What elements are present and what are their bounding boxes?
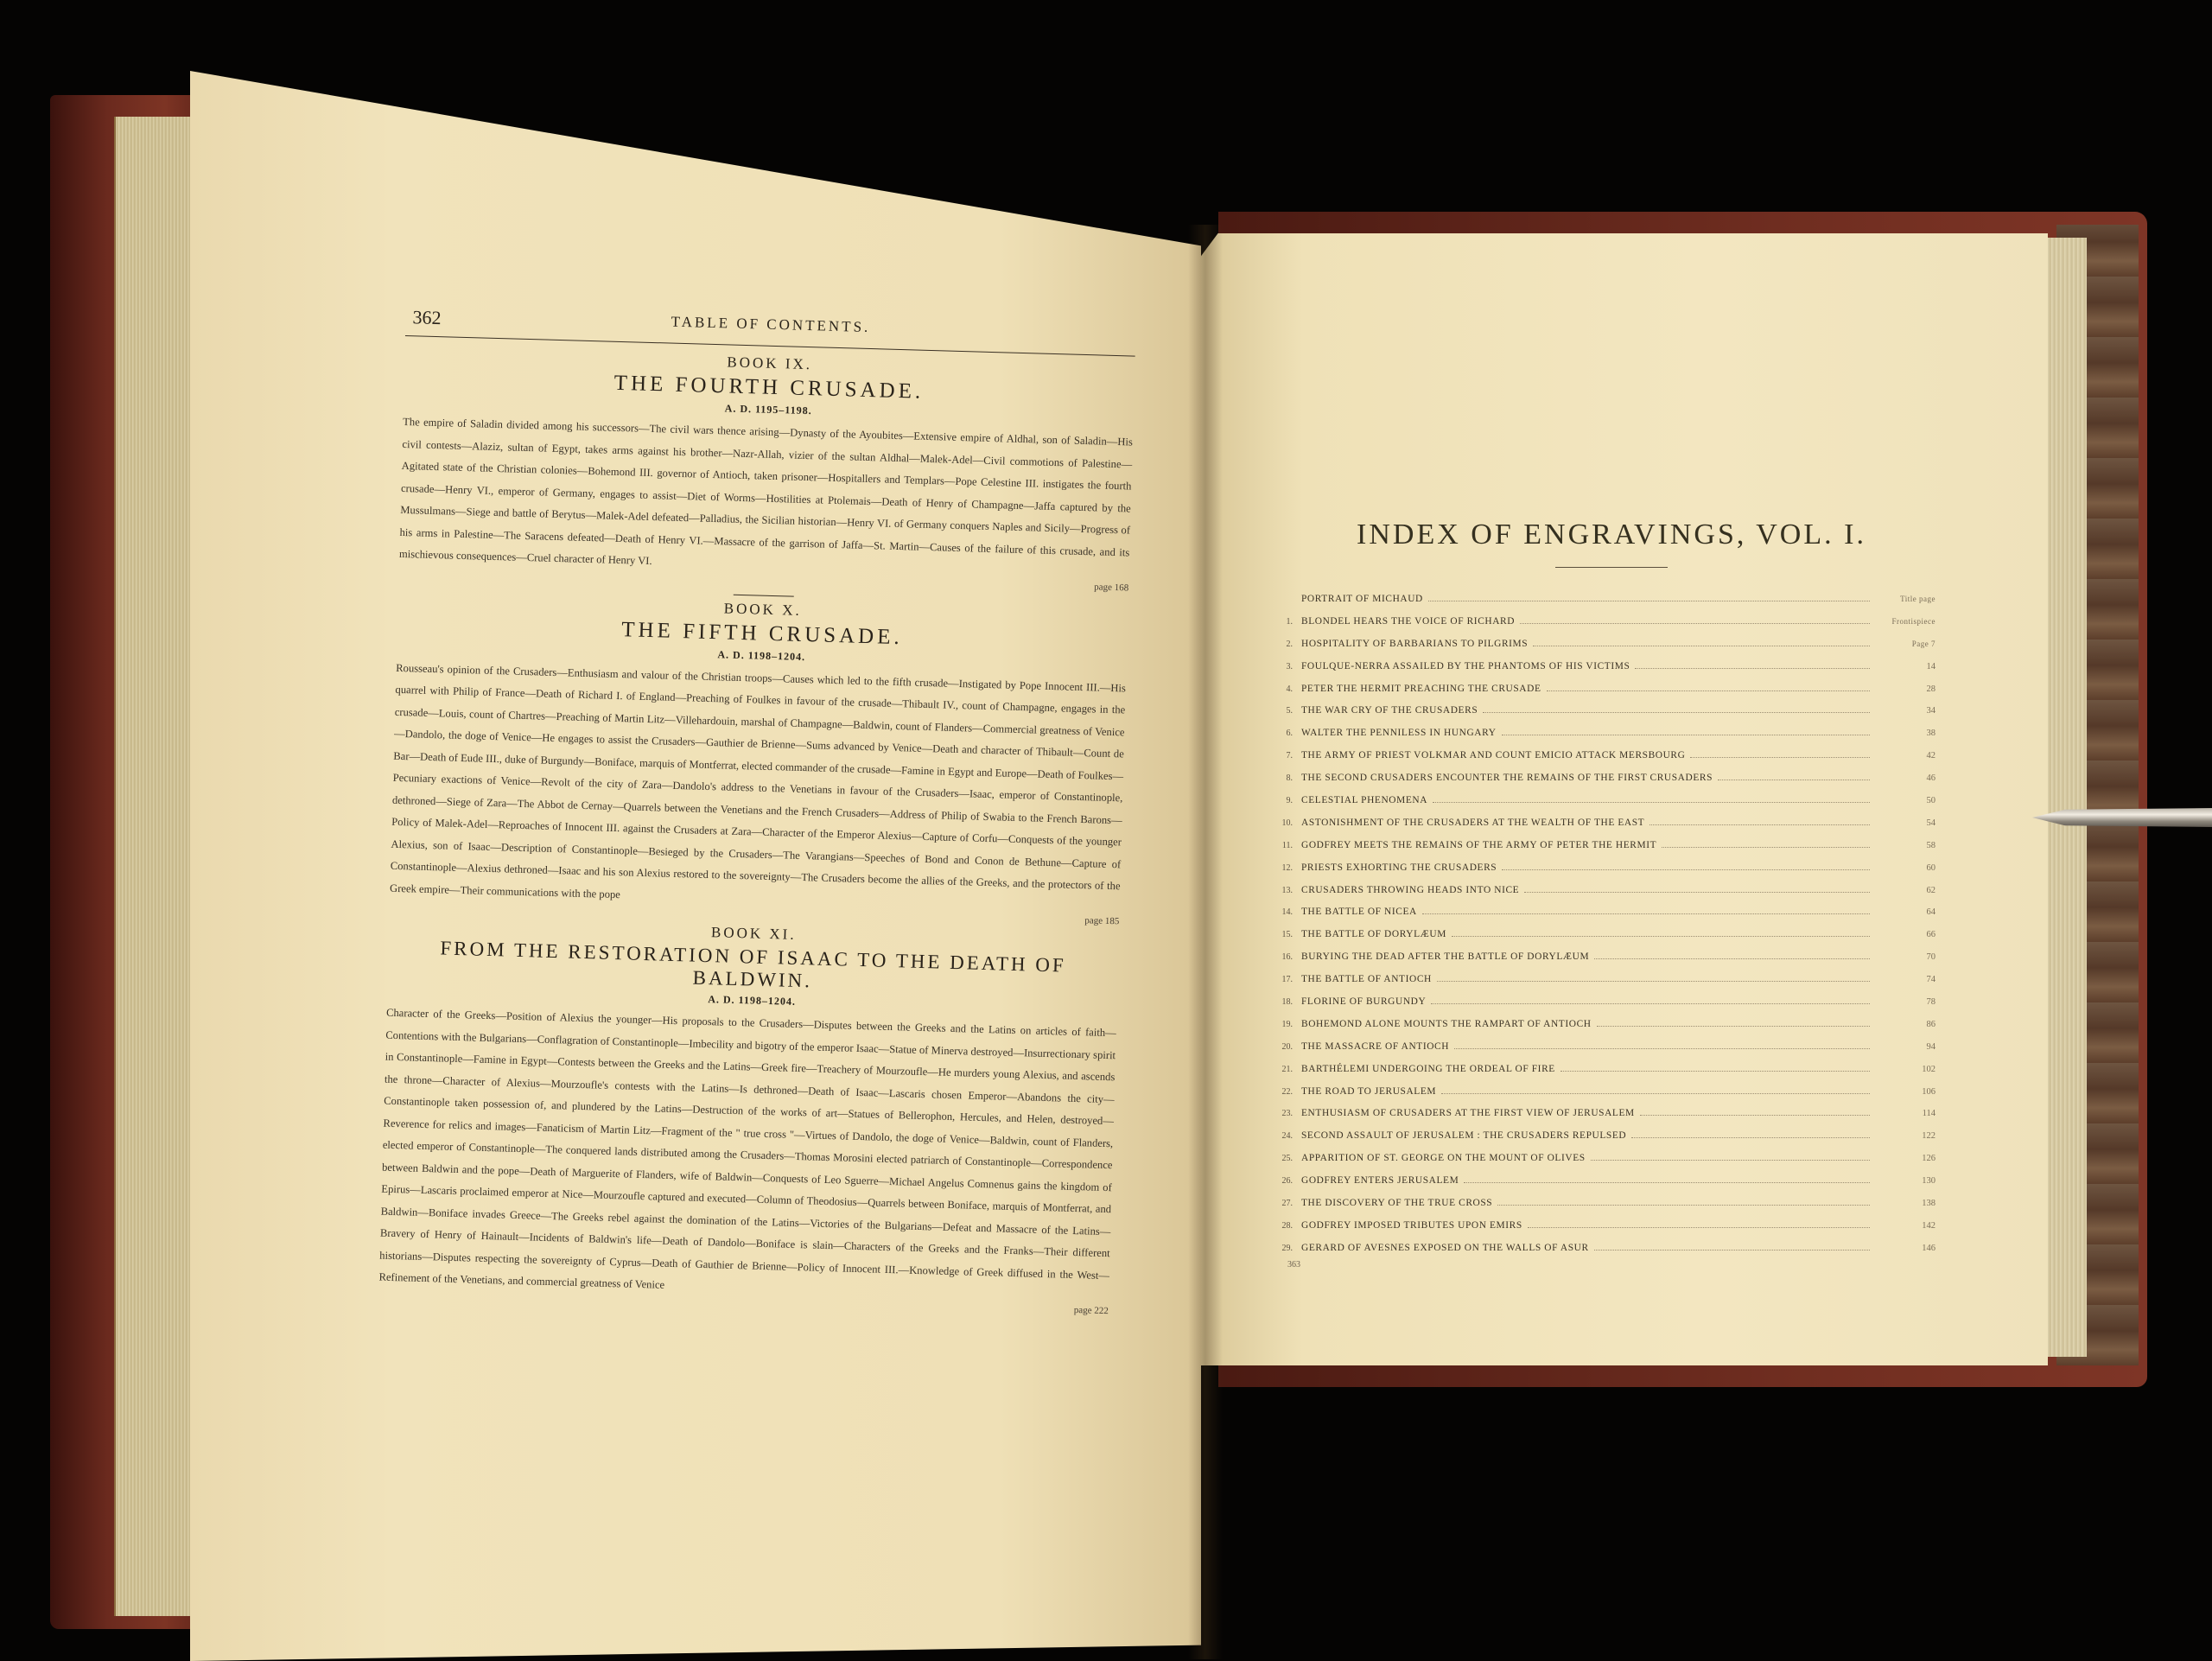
entry-page: 60 (1926, 862, 1936, 873)
entry-number: 29. (1281, 1243, 1293, 1253)
entry-page: 78 (1926, 997, 1936, 1008)
list-item (1287, 594, 1936, 616)
entry-number: 12. (1281, 862, 1293, 873)
entry-page: Frontispiece (1891, 616, 1936, 626)
list-item (1287, 728, 1936, 750)
book-summary: Rousseau's opinion of the Crusaders—Enthusiasm and valour of the Christian troops—Causes which led to the fifth crusade—Instigated by Pope Innocent III.—His quarrel with Philip of France—Death of Richard I. of England—Preaching of Foulkes in favour of the crusade—Thibault IV., count of Champagne, engages in the crusade—Louis, count of Chartres—Preaching of Martin Litz—Villehardouin, marshal of Champagne—Baldwin, count of Flanders—Commercial greatness of Venice—Dandolo, the doge of Venice—He engages to assist the Crusaders—Gauthier de Brienne—Sums advanced by Venice—Death and character of Thibault—Count de Bar—Death of Eude III., duke of Burgundy—Boniface, marquis of Montferrat, elected commander of the crusade—Famine in Egypt and Europe—Death of Foulkes—Pecuniary exactions of Venice—Revolt of the city of Zara—Dandolo's address to the Venetians in favour of the Crusaders—Isaac, emperor of Constantinople, dethroned—Siege of Zara—The Abbot de Cernay—Quarrels between the Venetians and the French Crusaders—Address of Philip of Swabia to the French Barons—Policy of Malek-Adel—Reproaches of Innocent III. against the Crusaders at Zara—Character of the Emperor Alexius—Capture of Corfu—Conquests of the younger Alexius, son of Isaac—Description of Constantinople—Besieged by the Crusaders—The Varangians—Speeches of Bond and Conon de Bethune—Capture of Constantinople—Alexius dethroned—Isaac and his son Alexius restored to the sovereignty—The Crusaders become the allies of the Greeks, and the protectors of the Greek empire—Their communications with the pope (389, 661, 1127, 901)
folio-number: 363 (1287, 1259, 1300, 1270)
list-item (1281, 1018, 1936, 1041)
entry-title: PORTRAIT OF MICHAUD (1301, 594, 1423, 604)
list-item (1287, 705, 1936, 728)
entry-title: WALTER THE PENNILESS IN HUNGARY (1301, 728, 1497, 739)
entry-title: BLONDEL HEARS THE VOICE OF RICHARD (1301, 615, 1516, 627)
entry-page: 138 (1922, 1199, 1936, 1209)
dot-leader (1437, 981, 1870, 982)
entry-title: BARTHÉLEMI UNDERGOING THE ORDEAL OF FIRE (1301, 1063, 1555, 1074)
list-item (1281, 1085, 1936, 1109)
entry-title: CELESTIAL PHENOMENA (1301, 795, 1428, 806)
list-item (1281, 951, 1936, 974)
entry-title: GERARD OF AVESNES EXPOSED ON THE WALLS OF ASUR (1301, 1242, 1589, 1253)
list-item (1287, 639, 1936, 661)
entry-title: THE BATTLE OF NICEA (1301, 907, 1417, 918)
entry-number: 8. (1286, 773, 1293, 784)
book-label: BOOK X. (723, 599, 803, 619)
list-item (1287, 684, 1936, 706)
dot-leader (1524, 892, 1870, 893)
book-label: BOOK XI. (710, 924, 797, 943)
entry-page: 126 (1922, 1154, 1936, 1164)
entry-number: 9. (1286, 796, 1293, 806)
entry-page: 94 (1926, 1041, 1936, 1052)
entry-title: GODFREY MEETS THE REMAINS OF THE ARMY OF PETER THE HERMIT (1301, 839, 1657, 850)
book-summary: The empire of Saladin divided among his successors—The civil wars thence arising—Dynasty of the Ayoubites—Extensive empire of Aldhal, son of Saladin—His civil contests—Alaziz, sultan of Egypt, takes arms against his brother—Nazr-Allah, vizier of the sultan Aldhal—Malek-Adel—Civil commotions of Palestine—Agitated state of the Christian colonies—Bohemond III. governor of Antioch, taken prisoner—Hospitallers and Templars—Pope Celestine III. instigates the fourth crusade—Henry VI., emperor of Germany, engages to assist—Diet of Worms—Hostilities at Ptolemais—Death of Henry of Champagne—Jaffa captured by the Mussulmans—Siege and battle of Berytus—Malek-Adel defeated—Palladius, the Sicilian historian—Henry VI. of Germany conquers Naples and Sicily—Progress of his arms in Palestine—The Saracens defeated—Death of Henry VI.—Massacre of the garrison of Jaffa—St. Martin—Causes of the failure of this crusade, and its mischievous consequences—Cruel character of Henry VI. (398, 415, 1134, 568)
entry-title: BURYING THE DEAD AFTER THE BATTLE OF DORYLÆUM (1301, 951, 1590, 963)
entry-number: 22. (1281, 1086, 1293, 1097)
dot-leader (1464, 1182, 1870, 1183)
toc-heading: TABLE OF CONTENTS. (671, 313, 871, 336)
entry-title: CRUSADERS THROWING HEADS INTO NICE (1301, 884, 1520, 895)
list-item (1281, 1041, 1936, 1064)
dot-leader (1594, 1250, 1870, 1251)
entry-number: 2. (1286, 639, 1293, 649)
entry-title: THE DISCOVERY OF THE TRUE CROSS (1301, 1198, 1493, 1209)
entry-number: 14. (1281, 907, 1293, 918)
dot-leader (1662, 847, 1870, 848)
entry-page: 28 (1926, 684, 1936, 694)
list-item (1287, 773, 1936, 795)
entry-title: ENTHUSIASM OF CRUSADERS AT THE FIRST VIEW OF JERUSALEM (1301, 1108, 1635, 1119)
entry-number: 19. (1281, 1019, 1293, 1029)
book-summary: Character of the Greeks—Position of Alexius the younger—His proposals to the Crusaders—Disputes between the Greeks and the Latins on articles of faith—Contentions with the Bulgarians—Conflagration of Constantinople—Imbecility and bigotry of the emperor Isaac—Statue of Minerva destroyed—Insurrectionary spirit in Constantinople—Famine in Egypt—Contests between the Greeks and the Latins—Greek fire—Treachery of Mourzoufle—He murders young Alexius, and ascends the throne—Character of Alexius—Mourzoufle's contests with the Latins—Is dethroned—Death of Isaac—Lascaris chosen Emperor—Abandons the city—Constantinople taken possession of, and plundered by the Latins—Destruction of the works of art—Statues of Bellerophon, Hercules, and Helen, destroyed—Reverence for relics and images—Fanaticism of Martin Litz—Fragment of the " true cross "—Virtues of Dandolo, the doge of Venice—Baldwin, count of Flanders, elected emperor of Constantinople—The conquered lands distributed among the Crusaders—Thomas Morosini elected patriarch of Constantinople—Correspondence between Baldwin and the pope—Death of Marguerite of Flanders, wife of Baldwin—Conquests of Leo Sguerre—Michael Angelus Comnenus gains the kingdom of Epirus—Lascaris proclaimed emperor at Nice—Mourzoufle captured and executed—Column of Theodosius—Quarrels between Boniface, marquis of Montferrat, and Baldwin—Boniface invades Greece—The Greeks rebel against the domination of the Latins—Victories of the Bulgarians—Defeat and Massacre of the Latins—Bravery of Henry of Hainault—Incidents of Baldwin's life—Death of Dandolo—Boniface is slain—Characters of the Greeks and the Franks—Their different historians—Disputes respecting the sovereignty of Cyprus—Death of Gauthier de Brienne—Policy of Innocent III.—Knowledge of Greek diffused in the West—Refinement of the Venetians, and commercial greatness of Venice (378, 1006, 1116, 1291)
entry-number: 11. (1281, 840, 1293, 850)
entry-number: 26. (1281, 1176, 1293, 1187)
list-item (1281, 1198, 1936, 1220)
entry-page: 34 (1926, 706, 1936, 716)
list-item (1281, 974, 1936, 996)
entry-page: 64 (1926, 907, 1936, 918)
dot-leader (1591, 1160, 1870, 1161)
book-dates: A. D. 1195–1198. (724, 402, 812, 417)
list-item (1281, 1175, 1936, 1198)
book-section (390, 590, 1128, 926)
dot-leader (1547, 690, 1870, 691)
book-dates: A. D. 1198–1204. (717, 647, 806, 663)
entry-page: 42 (1926, 751, 1936, 761)
entry-title: SECOND ASSAULT OF JERUSALEM : THE CRUSADERS REPULSED (1301, 1130, 1627, 1142)
dot-leader (1594, 958, 1870, 959)
list-item (1281, 1130, 1936, 1153)
entry-page: 106 (1922, 1086, 1936, 1097)
list-item (1281, 996, 1936, 1019)
list-item (1281, 862, 1936, 885)
book-title: THE FIFTH CRUSADE. (620, 617, 904, 649)
dot-leader (1497, 1205, 1870, 1206)
dot-leader (1431, 1003, 1870, 1004)
list-item (1281, 817, 1936, 840)
title-rule (1555, 567, 1668, 568)
entry-title: THE WAR CRY OF THE CRUSADERS (1301, 705, 1478, 716)
entry-page: 50 (1926, 796, 1936, 806)
entry-number: 7. (1286, 751, 1293, 761)
entry-number: 15. (1281, 930, 1293, 940)
entry-title: THE SECOND CRUSADERS ENCOUNTER THE REMAINS OF THE FIRST CRUSADERS (1301, 773, 1713, 784)
entry-number: 27. (1281, 1199, 1293, 1209)
entry-number: 23. (1281, 1109, 1293, 1119)
entry-title: HOSPITALITY OF BARBARIANS TO PILGRIMS (1301, 638, 1529, 649)
entry-number: 21. (1281, 1064, 1293, 1074)
entry-title: THE MASSACRE OF ANTIOCH (1301, 1041, 1450, 1052)
entry-page: 130 (1922, 1176, 1936, 1187)
entry-title: BOHEMOND ALONE MOUNTS THE RAMPART OF ANTIOCH (1301, 1018, 1592, 1029)
entry-title: PRIESTS EXHORTING THE CRUSADERS (1301, 862, 1497, 873)
entry-page: 38 (1926, 729, 1936, 739)
entry-page: 58 (1926, 840, 1936, 850)
list-item (1281, 929, 1936, 951)
entry-number: 3. (1286, 661, 1293, 671)
entry-title: ASTONISHMENT OF THE CRUSADERS AT THE WEALTH OF THE EAST (1301, 817, 1645, 828)
list-item (1287, 616, 1936, 639)
entry-number: 18. (1281, 997, 1293, 1008)
list-item (1287, 661, 1936, 684)
table-of-contents (376, 304, 1136, 1413)
book-section (398, 345, 1135, 593)
entry-page: 142 (1922, 1220, 1936, 1231)
engravings-list (1281, 594, 1936, 1265)
entry-number: 10. (1281, 818, 1293, 828)
page-reference: page 185 (1084, 915, 1120, 927)
book-section (378, 915, 1119, 1316)
entry-number: 5. (1286, 706, 1293, 716)
book-gutter (1188, 225, 1223, 1659)
entry-title: GODFREY ENTERS JERUSALEM (1301, 1175, 1459, 1187)
list-item (1281, 1153, 1936, 1175)
page-reference: page 168 (1094, 581, 1129, 593)
entry-page: 74 (1926, 975, 1936, 985)
dot-leader (1649, 824, 1870, 825)
list-item (1287, 795, 1936, 818)
entry-page: 86 (1926, 1019, 1936, 1029)
list-item (1281, 1219, 1936, 1243)
entry-number: 25. (1281, 1154, 1293, 1164)
dot-leader (1631, 1137, 1870, 1138)
entry-number: 16. (1281, 952, 1293, 963)
dot-leader (1597, 1026, 1870, 1027)
dot-leader (1483, 712, 1870, 713)
list-item (1281, 907, 1936, 929)
dot-leader (1433, 802, 1870, 803)
entry-title: THE BATTLE OF DORYLÆUM (1301, 929, 1446, 940)
page-reference: page 222 (1073, 1304, 1109, 1316)
entry-number: 24. (1281, 1131, 1293, 1142)
entry-page: 70 (1926, 952, 1936, 963)
book-dates: A. D. 1198–1204. (708, 993, 797, 1008)
entry-title: APPARITION OF ST. GEORGE ON THE MOUNT OF OLIVES (1301, 1153, 1586, 1164)
book-title: FROM THE RESTORATION OF ISAAC TO THE DEATH OF BALDWIN. (440, 937, 1067, 992)
index-title: INDEX OF ENGRAVINGS, VOL. I. (1357, 519, 1866, 550)
entry-title: PETER THE HERMIT PREACHING THE CRUSADE (1301, 683, 1541, 694)
entry-number: 20. (1281, 1041, 1293, 1052)
entry-page: 14 (1926, 661, 1936, 671)
entry-title: FLORINE OF BURGUNDY (1301, 996, 1427, 1008)
dot-leader (1528, 1227, 1870, 1228)
page-number: 362 (412, 306, 442, 329)
entry-page: 114 (1922, 1109, 1936, 1119)
dot-leader (1454, 1048, 1870, 1049)
entry-title: THE BATTLE OF ANTIOCH (1301, 974, 1432, 985)
dot-leader (1635, 668, 1870, 669)
entry-page: 54 (1926, 818, 1936, 828)
entry-title: FOULQUE-NERRA ASSAILED BY THE PHANTOMS OF HIS VICTIMS (1301, 660, 1630, 671)
section-divider (733, 594, 793, 596)
entry-page: Title page (1900, 595, 1936, 603)
list-item (1281, 1108, 1936, 1130)
entry-page: 66 (1926, 930, 1936, 940)
dot-leader (1452, 936, 1870, 937)
entry-page: Page 7 (1911, 639, 1936, 648)
entry-title: THE ROAD TO JERUSALEM (1301, 1085, 1437, 1097)
list-item (1281, 839, 1936, 862)
entry-title: GODFREY IMPOSED TRIBUTES UPON EMIRS (1301, 1219, 1522, 1231)
dot-leader (1422, 913, 1870, 914)
entry-title: THE ARMY OF PRIEST VOLKMAR AND COUNT EMICIO ATTACK MERSBOURG (1301, 750, 1686, 761)
entry-number: 4. (1286, 684, 1293, 694)
book-label: BOOK IX. (727, 353, 813, 373)
dot-leader (1520, 623, 1870, 624)
dot-leader (1640, 1115, 1870, 1116)
entry-page: 102 (1922, 1064, 1936, 1074)
entry-number: 13. (1281, 885, 1293, 895)
entry-page: 122 (1922, 1131, 1936, 1142)
dot-leader (1502, 869, 1870, 870)
entry-number: 28. (1281, 1220, 1293, 1231)
entry-number: 17. (1281, 975, 1293, 985)
list-item (1281, 884, 1936, 907)
list-item (1281, 1063, 1936, 1086)
dot-leader (1690, 757, 1870, 758)
list-item (1287, 750, 1936, 773)
index-of-engravings (1281, 519, 1936, 1270)
book-title: THE FOURTH CRUSADE. (613, 371, 925, 404)
dot-leader (1560, 1071, 1870, 1072)
entry-page: 146 (1922, 1243, 1936, 1253)
entry-number: 6. (1286, 729, 1293, 739)
entry-page: 62 (1926, 885, 1936, 895)
page-edges-left (114, 117, 198, 1616)
dot-leader (1441, 1093, 1870, 1094)
entry-number: 1. (1286, 616, 1293, 627)
entry-page: 46 (1926, 773, 1936, 784)
